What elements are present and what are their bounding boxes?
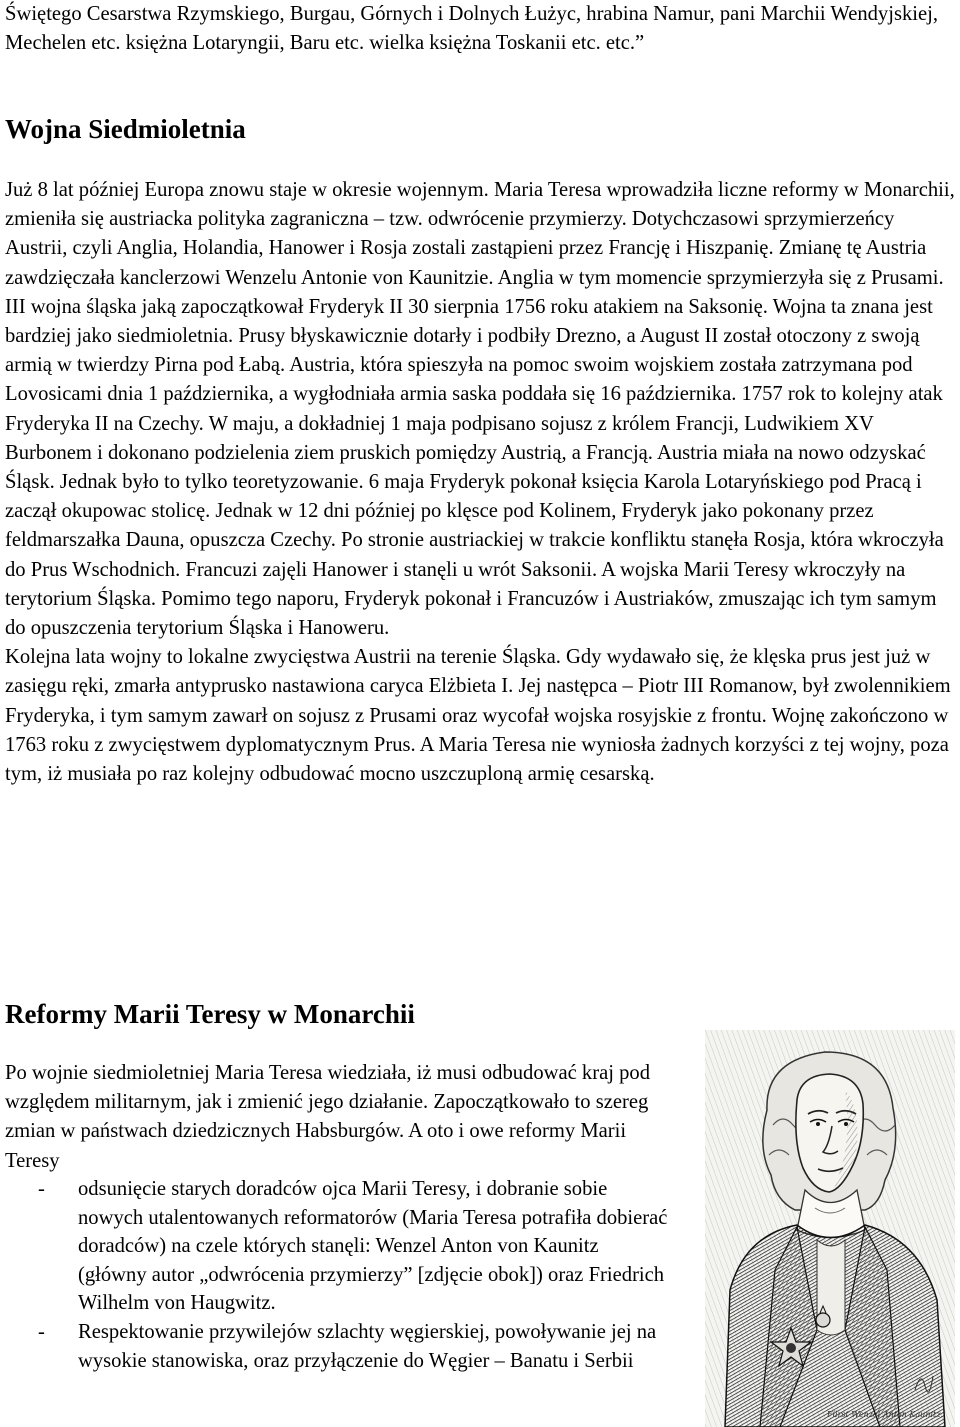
section-heading-seven-years-war: Wojna Siedmioletnia <box>5 114 246 144</box>
war-section-body <box>5 176 960 789</box>
intro-paragraph: Świętego Cesarstwa Rzymskiego, Burgau, Górnych i Dolnych Łużyc, hrabina Namur, pani Marchii Wendyjskiej, Mechelen etc. księżna Lotaryngii, Baru etc. wielka księżna Toskanii etc. etc.” <box>5 3 938 55</box>
portrait-engraving <box>705 1030 955 1427</box>
portrait-illustration <box>705 1030 955 1427</box>
section-heading-reforms: Reformy Marii Teresy w Monarchii <box>5 999 415 1029</box>
reforms-intro-paragraph: Po wojnie siedmioletniej Maria Teresa wiedziała, iż musi odbudować kraj pod względem militarnym, jak i zmienić jego działanie. Zapoczątkowało to szereg zmian w państwach dziedzicznych Habsburgów. A oto i owe reformy Marii Teresy <box>5 1062 650 1172</box>
list-item-text: Respektowanie przywilejów szlachty węgierskiej, powoływanie jej na wysokie stanowiska, oraz przyłączenie do Węgier – Banatu i Serbii <box>78 1320 657 1372</box>
reforms-list <box>5 1175 670 1375</box>
list-item <box>5 1318 670 1375</box>
war-paragraph-continued: Kolejna lata wojny to lokalne zwycięstwa Austrii na terenie Śląska. Gdy wydawało się, że klęska prus jest już w zasięgu ręki, zmarła antyprusko nastawiona caryca Elżbieta I. Jej następca – Piotr III Romanow, był zwolennikiem Fryderyka, i tym samym zawarł on sojusz z Prusami oraz wycofał wojska rosyjskie z frontu. Wojnę zakończono w 1763 roku z zwycięstwem dyplomatycznym Prus. A Maria Teresa nie wyniosła żadnych korzyści z tej wojny, poza tym, iż musiała po raz kolejny odbudować mocno uszczuploną armię cesarską. <box>5 646 951 786</box>
list-item <box>5 1175 670 1318</box>
war-paragraph: Już 8 lat później Europa znowu staje w okresie wojennym. Maria Teresa wprowadziła liczne reformy w Monarchii, zmieniła się austriacka polityka zagraniczna – tzw. odwrócenie przymierzy. Dotychczasowi sprzymierzeńcy Austrii, czyli Anglia, Holandia, Hanower i Rosja zostali zastąpieni przez Francję i Hiszpanię. Zmianę tę Austria zawdzięczała kanclerzowi Wenzelu Antonie von Kaunitzie. Anglia w tym momencie sprzymierzyła się z Prusami. III wojna śląska jaką zapoczątkował Fryderyk II 30 sierpnia 1756 roku atakiem na Saksonię. Wojna ta znana jest bardziej jako siedmioletnia. Prusy błyskawicznie dotarły i podbiły Drezno, a August II został otoczony z swoją armią w twierdzy Pirna pod Łabą. Austria, która spieszyła na pomoc swoim wojskiem została zatrzymana pod Lovosicami dnia 1 października, a wygłodniała armia saska poddała się 16 października. 1757 rok to kolejny atak Fryderyka II na Czechy. W maju, a dokładniej 1 maja podpisano sojusz z królem Francji, Ludwikiem XV Burbonem i dokonano podzielenia ziem pruskich pomiędzy Austrią, a Francją. Austria miała na nowo odzyskać Śląsk. Jednak było to tylko teoretyzowanie. 6 maja Fryderyk pokonał księcia Karola Lotaryńskiego pod Pracą i zaczął okupowac stolicę. Jednak w 12 dni później po klęsce pod Kolinem, Fryderyk jako pokonany przez feldmarszałka Dauna, opuszcza Czechy. Po stronie austriackiej w trakcie konfliktu stanęła Rosja, która wkroczyła do Prus Wschodnich. Francuzi zajęli Hanower i stanęli u wrót Saksonii. A wojska Marii Teresy wkroczyły na terytorium Śląska. Pomimo tego naporu, Fryderyk pokonał i Francuzów i Austriaków, zmuszając ich tym samym do opuszczenia terytorium Śląska i Hanoweru. <box>5 179 955 640</box>
portrait-caption: Fürst Wenzel Anton Kaunitz. <box>826 1410 943 1419</box>
list-item-text: odsunięcie starych doradców ojca Marii Teresy, i dobranie sobie nowych utalentowanych reformatorów (Maria Teresa potrafiła dobierać doradców) na czele których stanęli: Wenzel Anton von Kaunitz (główny autor „odwrócenia przymierzy” [zdjęcie obok]) oraz Friedrich Wilhelm von Haugwitz. <box>78 1178 668 1315</box>
list-bullet: - <box>38 1178 45 1200</box>
list-bullet: - <box>38 1320 45 1343</box>
